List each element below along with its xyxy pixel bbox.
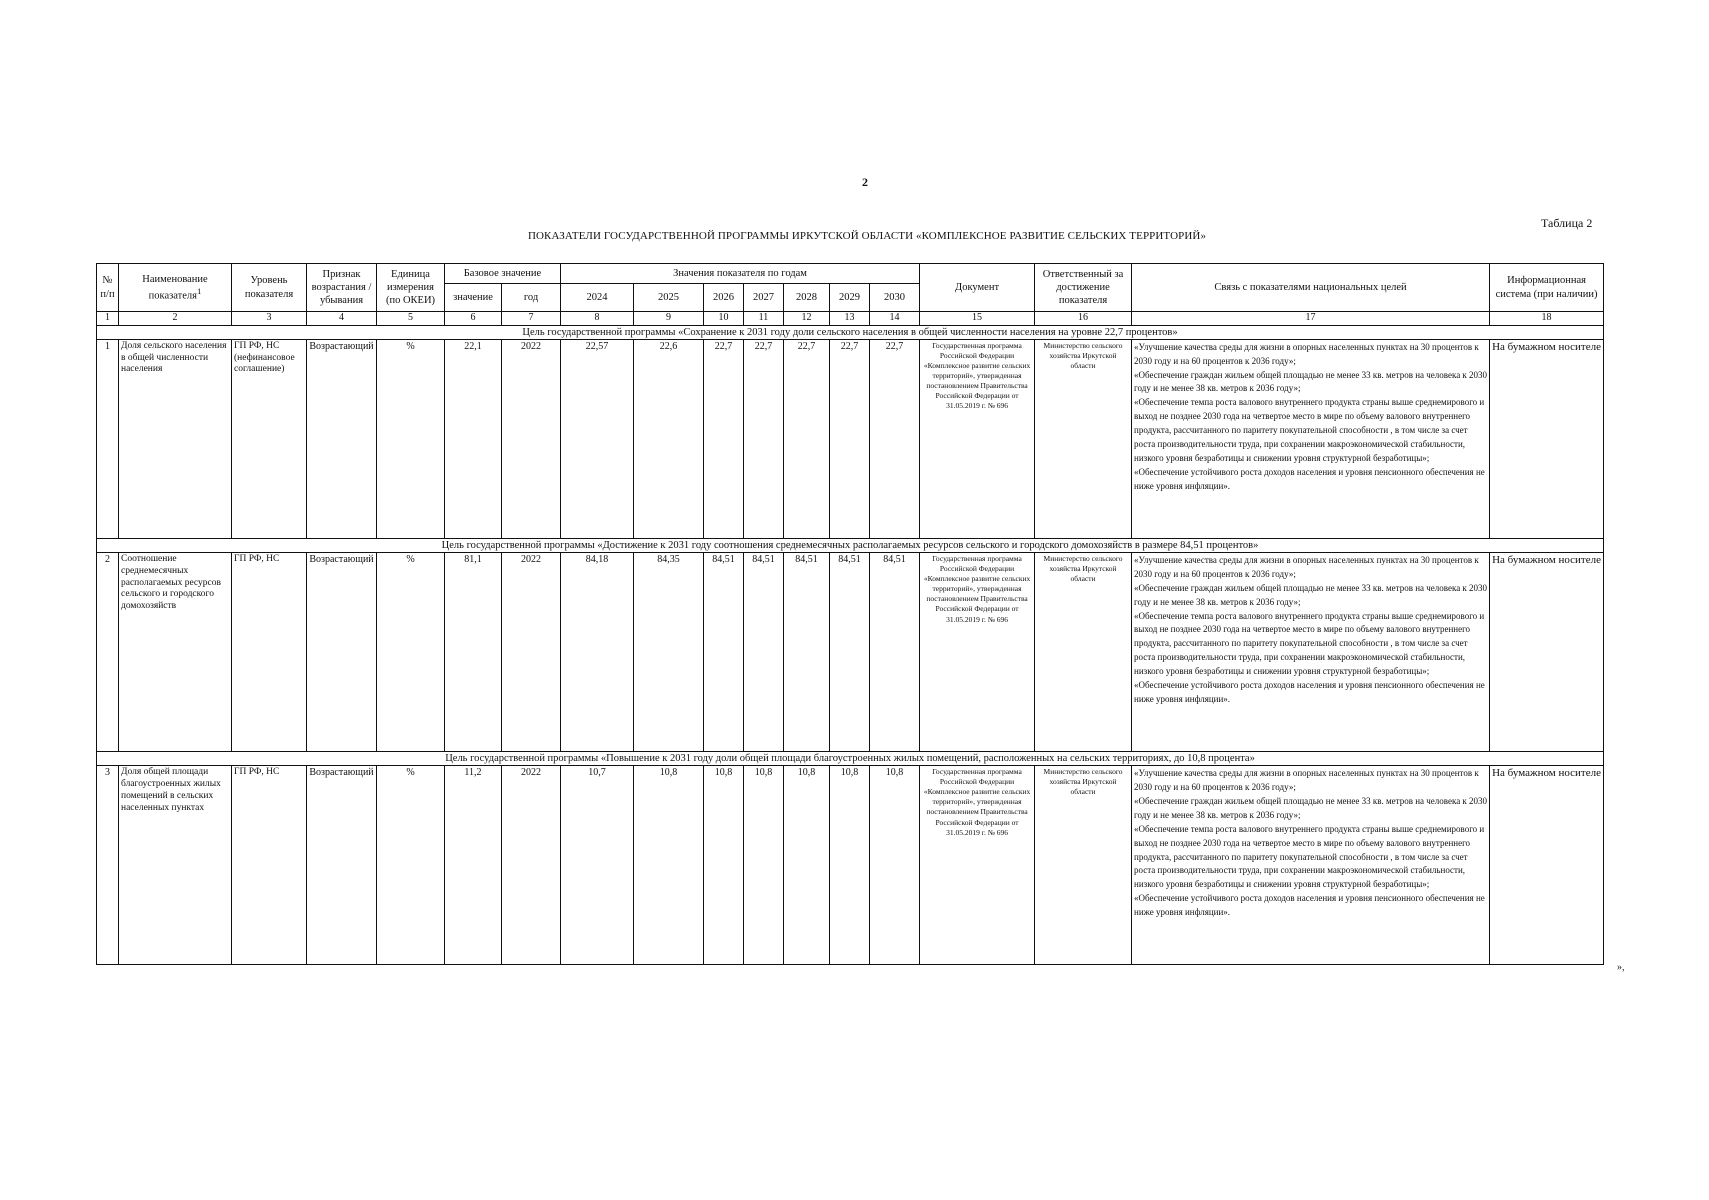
page-number: 2 <box>862 175 868 189</box>
year-value: 22,7 <box>704 339 744 538</box>
column-number: 10 <box>704 312 744 326</box>
goal-text: Цель государственной программы «Сохранение к 2031 году доли сельского населения в общей численности населения на уровне 22,7 процентов» <box>97 325 1604 339</box>
responsible: Министерство сельского хозяйства Иркутской области <box>1035 765 1132 964</box>
national-goal-item: «Обеспечение граждан жильем общей площадью не менее 33 кв. метров на человека к 2030 году и не менее 38 кв. метров к 2036 году»; <box>1134 795 1488 820</box>
year-value: 84,51 <box>870 552 920 751</box>
table-body <box>97 312 1604 965</box>
national-goal-item: «Обеспечение темпа роста валового внутреннего продукта страны выше среднемирового и выход не позднее 2030 года на четвертое место в мире по объему валового внутреннего продукта, рассчитанного по паритету покупательной способности , в том числе за счет роста производительности труда, при сохранении макроэкономической стабильности, низкого уровня безработицы и снижении уровня структурной безработицы»; <box>1134 397 1485 464</box>
column-number: 3 <box>232 312 307 326</box>
header-base: Базовое значение <box>445 264 561 284</box>
indicator-name: Доля сельского населения в общей численности населения <box>119 339 232 538</box>
column-number-row <box>97 312 1604 326</box>
indicator-name: Соотношение среднемесячных располагаемых ресурсов сельского и городского домохозяйств <box>119 552 232 751</box>
year-value: 84,51 <box>704 552 744 751</box>
column-number: 11 <box>744 312 784 326</box>
national-goals-link <box>1132 765 1490 964</box>
national-goal-item: «Улучшение качества среды для жизни в опорных населенных пунктах на 30 процентов к 2030 году и на 60 процентов к 2036 году»; <box>1134 554 1479 579</box>
header-unit: Единица измерения (по ОКЕИ) <box>377 264 445 312</box>
goal-row <box>97 751 1604 765</box>
info-system: На бумажном носителе <box>1490 765 1604 964</box>
header-num: № п/п <box>97 264 119 312</box>
column-number: 4 <box>307 312 377 326</box>
table-label: Таблица 2 <box>1541 216 1593 230</box>
national-goal-item: «Улучшение качества среды для жизни в опорных населенных пунктах на 30 процентов к 2030 году и на 60 процентов к 2036 году»; <box>1134 767 1479 792</box>
row-num: 1 <box>97 339 119 538</box>
column-number: 6 <box>445 312 502 326</box>
base-year: 2022 <box>502 765 561 964</box>
info-system: На бумажном носителе <box>1490 339 1604 538</box>
responsible: Министерство сельского хозяйства Иркутской области <box>1035 552 1132 751</box>
header-years-group: Значения показателя по годам <box>561 264 920 284</box>
column-number: 13 <box>830 312 870 326</box>
national-goals-link <box>1132 552 1490 751</box>
national-goal-item: «Улучшение качества среды для жизни в опорных населенных пунктах на 30 процентов к 2030 году и на 60 процентов к 2036 году»; <box>1134 341 1479 366</box>
national-goal-item: «Обеспечение темпа роста валового внутреннего продукта страны выше среднемирового и выход не позднее 2030 года на четвертое место в мире по объему валового внутреннего продукта, рассчитанного по паритету покупательной способности , в том числе за счет роста производительности труда, при сохранении макроэкономической стабильности, низкого уровня безработицы и снижении уровня структурной безработицы»; <box>1134 823 1485 890</box>
header-year-2028: 2028 <box>784 284 830 312</box>
header-year-2030: 2030 <box>870 284 920 312</box>
year-value: 10,8 <box>830 765 870 964</box>
column-number: 14 <box>870 312 920 326</box>
year-value: 22,6 <box>634 339 704 538</box>
table-row <box>97 765 1604 964</box>
national-goal-item: «Обеспечение граждан жильем общей площадью не менее 33 кв. метров на человека к 2030 году и не менее 38 кв. метров к 2036 году»; <box>1134 369 1488 394</box>
header-info: Информационная система (при наличии) <box>1490 264 1604 312</box>
indicator-sign: Возрастающий <box>307 552 377 751</box>
table-row <box>97 552 1604 751</box>
base-value: 22,1 <box>445 339 502 538</box>
year-value: 22,7 <box>830 339 870 538</box>
header-link: Связь с показателями национальных целей <box>1132 264 1490 312</box>
column-number: 15 <box>920 312 1035 326</box>
national-goals-link <box>1132 339 1490 538</box>
column-number: 7 <box>502 312 561 326</box>
column-number: 8 <box>561 312 634 326</box>
national-goal-item: «Обеспечение устойчивого роста доходов населения и уровня пенсионного обеспечения не ниже уровня инфляции». <box>1134 467 1485 491</box>
indicator-level: ГП РФ, НС <box>232 552 307 751</box>
base-year: 2022 <box>502 339 561 538</box>
year-value: 22,57 <box>561 339 634 538</box>
base-value: 11,2 <box>445 765 502 964</box>
goal-row <box>97 325 1604 339</box>
column-number: 18 <box>1490 312 1604 326</box>
header-doc: Документ <box>920 264 1035 312</box>
year-value: 10,8 <box>704 765 744 964</box>
document-title: ПОКАЗАТЕЛИ ГОСУДАРСТВЕННОЙ ПРОГРАММЫ ИРКУТСКОЙ ОБЛАСТИ «КОМПЛЕКСНОЕ РАЗВИТИЕ СЕЛЬСКИХ ТЕРРИТОРИЙ» <box>527 230 1207 242</box>
header-base-value: значение <box>445 284 502 312</box>
header-level: Уровень показателя <box>232 264 307 312</box>
year-value: 22,7 <box>784 339 830 538</box>
national-goal-item: «Обеспечение темпа роста валового внутреннего продукта страны выше среднемирового и выход не позднее 2030 года на четвертое место в мире по объему валового внутреннего продукта, рассчитанного по паритету покупательной способности , в том числе за счет роста производительности труда, при сохранении макроэкономической стабильности, низкого уровня безработицы и снижении уровня структурной безработицы»; <box>1134 610 1485 677</box>
header-name-footnote: 1 <box>196 285 202 296</box>
year-value: 84,18 <box>561 552 634 751</box>
year-value: 22,7 <box>870 339 920 538</box>
year-value: 84,35 <box>634 552 704 751</box>
header-name <box>119 264 232 312</box>
goal-row <box>97 538 1604 552</box>
indicator-level: ГП РФ, НС (нефинансовое соглашение) <box>232 339 307 538</box>
header-base-year: год <box>502 284 561 312</box>
responsible: Министерство сельского хозяйства Иркутской области <box>1035 339 1132 538</box>
year-value: 10,8 <box>784 765 830 964</box>
column-number: 12 <box>784 312 830 326</box>
indicator-unit: % <box>377 339 445 538</box>
column-number: 17 <box>1132 312 1490 326</box>
year-value: 84,51 <box>830 552 870 751</box>
year-value: 10,7 <box>561 765 634 964</box>
base-value: 81,1 <box>445 552 502 751</box>
indicator-name: Доля общей площади благоустроенных жилых помещений в сельских населенных пунктах <box>119 765 232 964</box>
header-name-text: Наименование показателя <box>142 273 208 302</box>
column-number: 1 <box>97 312 119 326</box>
year-value: 84,51 <box>784 552 830 751</box>
document-ref: Государственная программа Российской Федерации «Комплексное развитие сельских территорий», утвержденная постановлением Правительства Российской Федерации от 31.05.2019 г. № 696 <box>920 339 1035 538</box>
base-year: 2022 <box>502 552 561 751</box>
indicator-unit: % <box>377 765 445 964</box>
column-number: 2 <box>119 312 232 326</box>
header-sign: Признак возрастания /убывания <box>307 264 377 312</box>
indicators-table <box>96 263 1604 965</box>
year-value: 10,8 <box>870 765 920 964</box>
national-goal-item: «Обеспечение устойчивого роста доходов населения и уровня пенсионного обеспечения не ниже уровня инфляции». <box>1134 893 1485 918</box>
indicator-sign: Возрастающий <box>307 339 377 538</box>
column-number: 5 <box>377 312 445 326</box>
info-system: На бумажном носителе <box>1490 552 1604 751</box>
document-ref: Государственная программа Российской Федерации «Комплексное развитие сельских территорий», утвержденная постановлением Правительства Российской Федерации от 31.05.2019 г. № 696 <box>920 765 1035 964</box>
header-resp: Ответственный за достижение показателя <box>1035 264 1132 312</box>
year-value: 10,8 <box>744 765 784 964</box>
header-year-2024: 2024 <box>561 284 634 312</box>
goal-text: Цель государственной программы «Достижение к 2031 году соотношения среднемесячных располагаемых ресурсов сельского и городского домохозяйств в размере 84,51 процентов» <box>97 538 1604 552</box>
header-year-2027: 2027 <box>744 284 784 312</box>
header-year-2025: 2025 <box>634 284 704 312</box>
national-goal-item: «Обеспечение граждан жильем общей площадью не менее 33 кв. метров на человека к 2030 году и не менее 38 кв. метров к 2036 году»; <box>1134 582 1488 607</box>
column-number: 9 <box>634 312 704 326</box>
margin-mark: », <box>1617 962 1625 973</box>
row-num: 2 <box>97 552 119 751</box>
indicator-unit: % <box>377 552 445 751</box>
year-value: 84,51 <box>744 552 784 751</box>
table-row <box>97 339 1604 538</box>
indicator-level: ГП РФ, НС <box>232 765 307 964</box>
column-number: 16 <box>1035 312 1132 326</box>
year-value: 22,7 <box>744 339 784 538</box>
row-num: 3 <box>97 765 119 964</box>
national-goal-item: «Обеспечение устойчивого роста доходов населения и уровня пенсионного обеспечения не ниже уровня инфляции». <box>1134 680 1485 705</box>
document-ref: Государственная программа Российской Федерации «Комплексное развитие сельских территорий», утвержденная постановлением Правительства Российской Федерации от 31.05.2019 г. № 696 <box>920 552 1035 751</box>
header-year-2029: 2029 <box>830 284 870 312</box>
goal-text: Цель государственной программы «Повышение к 2031 году доли общей площади благоустроенных жилых помещений, расположенных на сельских территориях, до 10,8 процента» <box>97 751 1604 765</box>
year-value: 10,8 <box>634 765 704 964</box>
indicator-sign: Возрастающий <box>307 765 377 964</box>
header-year-2026: 2026 <box>704 284 744 312</box>
